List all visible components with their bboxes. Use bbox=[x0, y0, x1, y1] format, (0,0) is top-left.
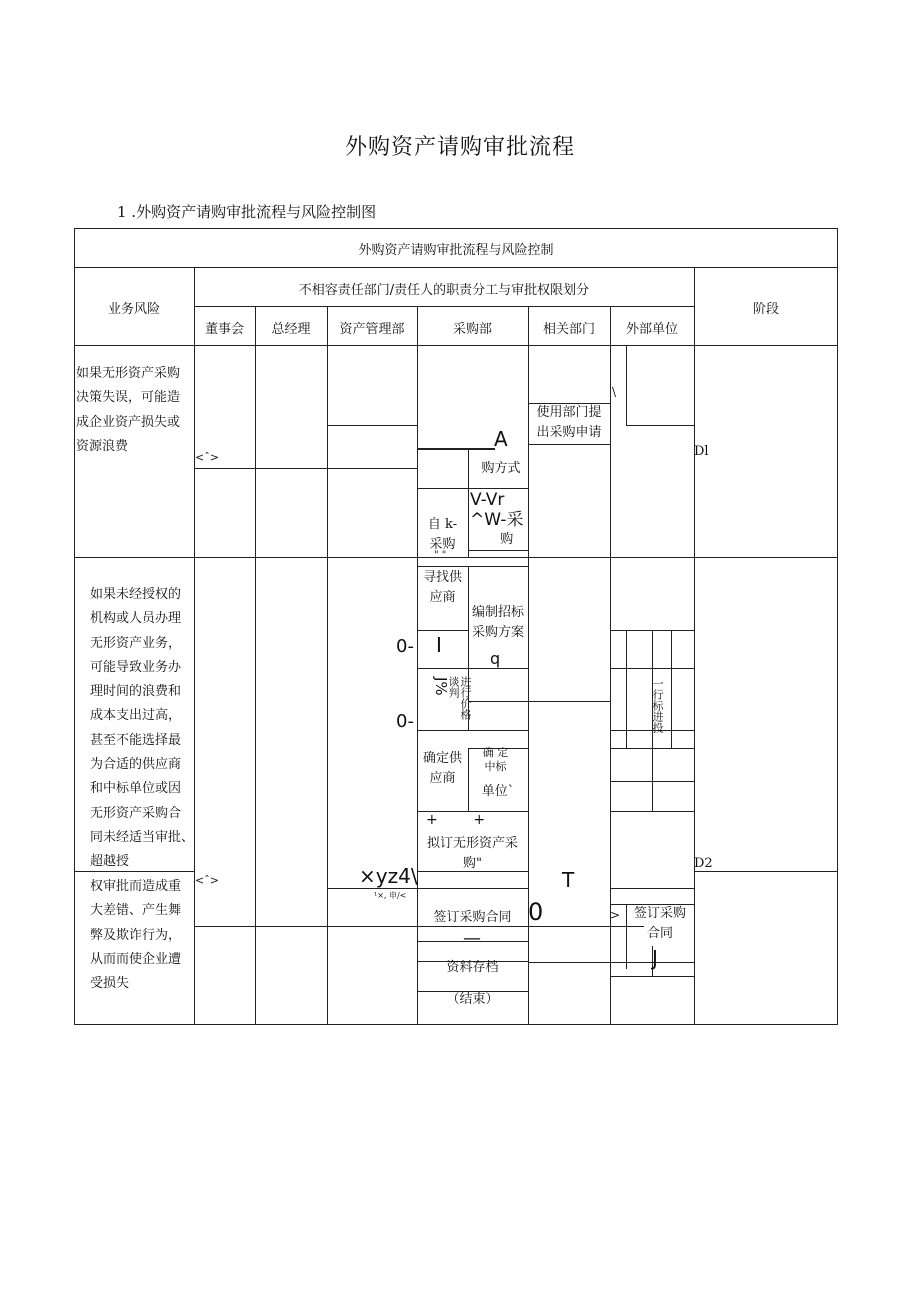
ocr-mark-i: I bbox=[436, 633, 442, 657]
step-draft-contract: 拟订无形资产采 购" bbox=[426, 836, 518, 871]
step-bid-unit: 单位` bbox=[481, 784, 515, 799]
ocr-mark-vvr: V-Vr ^W-采 购 bbox=[470, 490, 524, 547]
flow-risk-table bbox=[74, 228, 838, 1025]
ocr-mark-small: ¹×, 申/< bbox=[374, 891, 407, 900]
ocr-mark-zero-3: 0 bbox=[528, 898, 544, 926]
dept-general-manager: 总经理 bbox=[271, 322, 311, 337]
step-sign-contract: 签订采购合同 bbox=[433, 910, 512, 925]
dept-purchasing: 采购部 bbox=[452, 322, 492, 337]
step-external-bidding: 一行标进投 bbox=[651, 678, 664, 733]
flow-mark-plus: + + bbox=[426, 812, 486, 828]
section-heading: 1 .外购资产请购审批流程与风险控制图 bbox=[117, 203, 377, 221]
step-end: （结束） bbox=[446, 992, 499, 1007]
stage-header: 阶段 bbox=[752, 302, 779, 317]
ocr-mark-q: q bbox=[490, 649, 501, 668]
division-header: 不相容责任部门/责任人的职责分工与审批权限划分 bbox=[298, 283, 590, 298]
flow-mark-quotes: " " bbox=[434, 550, 447, 561]
dept-external: 外部单位 bbox=[625, 322, 678, 337]
step-submit-request: 使用部门提 出采购申请 bbox=[536, 405, 602, 440]
flow-mark-arrow: > bbox=[610, 908, 621, 922]
ocr-mark-xy4: ×yz4\ bbox=[359, 864, 418, 888]
stage-d2: D2 bbox=[694, 856, 713, 871]
stage-d1: Dl bbox=[694, 444, 709, 459]
step-find-supplier: 寻找供 应商 bbox=[422, 570, 462, 605]
step-confirm-bidder: 确 定 中标 bbox=[482, 746, 509, 773]
dept-related: 相关部门 bbox=[542, 322, 595, 337]
risk-text-2: 如果未经授权的 机构或人员办理 无形资产业务， 可能导致业务办 理时间的浪费和 成本支出过高， 甚至不能选择最 为合适的供应商 和中标单位或因 无形资产采购合 同未经适当审批、 超越授 bbox=[90, 587, 195, 870]
ocr-mark-zero-1: 0- bbox=[396, 636, 414, 657]
flow-mark-bracket-2: <ˆ> bbox=[195, 874, 219, 887]
step-archive: 资料存档 bbox=[446, 960, 499, 975]
step-prepare-bid-plan: 编制招标 采购方案 bbox=[471, 605, 524, 640]
risk-text-3: 权审批而造成重 大差错、产生舞 弊及欺诈行为， 从而而使企业遭 受损失 bbox=[90, 879, 182, 992]
flow-mark-dash: — bbox=[463, 928, 481, 949]
risk-header: 业务风险 bbox=[107, 302, 160, 317]
table-caption: 外购资产请购审批流程与风险控制 bbox=[358, 243, 554, 258]
dept-board: 董事会 bbox=[204, 322, 244, 337]
risk-text-1: 如果无形资产采购 决策失误，可能造 成企业资产损失或 资源浪费 bbox=[76, 366, 181, 454]
dept-asset-management: 资产管理部 bbox=[339, 322, 405, 337]
ocr-mark-j-percent: J% bbox=[432, 677, 450, 696]
flow-mark-backslash: \ bbox=[612, 385, 617, 399]
ocr-mark-zero-2: 0- bbox=[396, 711, 414, 732]
page-title: 外购资产请购审批流程 bbox=[344, 135, 575, 160]
step-confirm-supplier: 确定供 应商 bbox=[422, 751, 462, 786]
ocr-mark-a: A bbox=[494, 427, 508, 451]
step-purchase-method: 购方式 bbox=[481, 461, 521, 476]
flow-mark-bracket-1: <ˆ> bbox=[195, 451, 219, 464]
step-sign-contract-external: 签订采购 合同 bbox=[633, 906, 686, 941]
step-self-purchase: 自 k- 采购 bbox=[427, 517, 458, 552]
step-negotiate-price: 进行价格谈判 bbox=[447, 676, 472, 720]
ocr-mark-t: T bbox=[562, 868, 575, 892]
ocr-mark-j: J bbox=[652, 946, 658, 970]
